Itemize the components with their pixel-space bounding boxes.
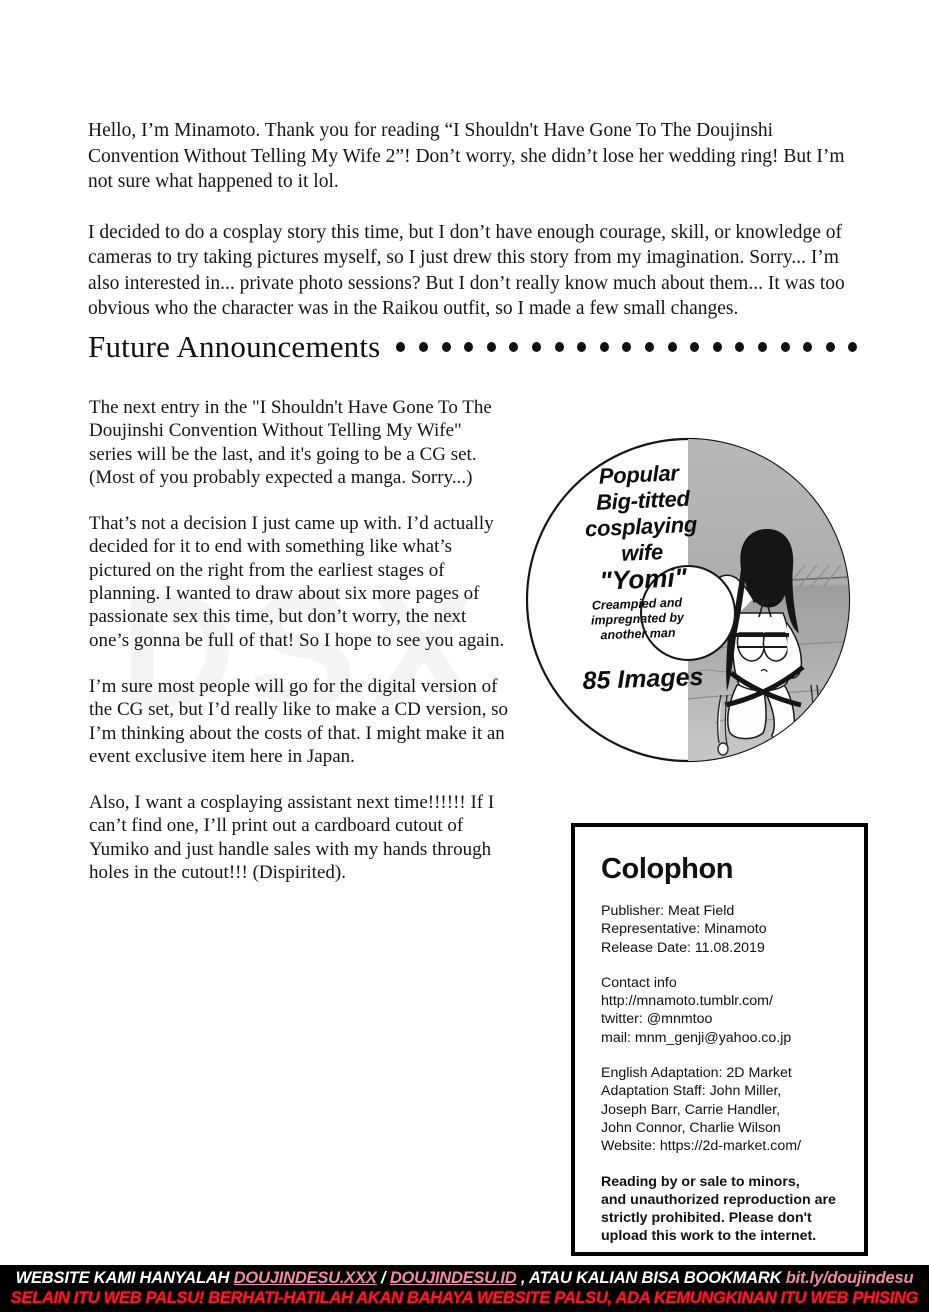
announcement-paragraph-2: That’s not a decision I just came up with. I’d actually decided for it to end with something like what’s pictured on the right from the earliest stages of planning. I wanted to draw about six more pages of passionate sex this time, but don’t worry, the next one’s gonna be full of that! So I hope to see you again. (89, 513, 505, 651)
colophon-representative: Representative: Minamoto (601, 921, 767, 938)
dot-rule-dot (781, 342, 790, 352)
banner-prefix-text: WEBSITE KAMI HANYALAH (15, 1269, 234, 1287)
colophon-notice-line-1: Reading by or sale to minors, (601, 1173, 800, 1190)
dot-rule-dot (487, 342, 496, 352)
intro-paragraph-1: Hello, I’m Minamoto. Thank you for reading “I Shouldn't Have Gone To The Doujinshi Convention Without Telling My Wife 2”! Don’t worry, she didn’t lose her wedding ring! But I’m not sure what happened to it lol. (88, 120, 845, 192)
dot-rule-dot (690, 342, 699, 352)
colophon-adaptation: English Adaptation: 2D Market (601, 1065, 792, 1082)
cd-subtitle-line-2: impregnated by (590, 610, 685, 628)
dot-rule-dot (600, 342, 609, 352)
cd-image-count: 85 Images (582, 662, 704, 696)
colophon-website-link[interactable]: Website: https://2d-market.com/ (601, 1138, 802, 1155)
colophon-heading: Colophon (601, 853, 734, 885)
dot-rule-decoration (396, 342, 857, 352)
announcement-paragraph-1: The next entry in the "I Shouldn't Have Gone To The Doujinshi Convention Without Telling My Wife" series will be the last, and it's going to be a CG set. (Most of you probably expected a manga. Sorry...) (89, 397, 492, 488)
site-warning-banner (0, 1265, 929, 1312)
colophon-staff-line-3: John Connor, Charlie Wilson (601, 1119, 781, 1136)
banner-line-1 (0, 1269, 929, 1288)
colophon-staff-line-2: Joseph Barr, Carrie Handler, (601, 1101, 781, 1118)
colophon-box (571, 823, 868, 1256)
announcement-text-column (89, 396, 509, 884)
dot-rule-dot (713, 342, 722, 352)
cd-title-line-5: "Yomi" (599, 562, 688, 596)
banner-separator: / (376, 1269, 390, 1287)
colophon-contact-label: Contact info (601, 974, 677, 991)
section-title: Future Announcements (88, 329, 381, 364)
colophon-tumblr-link[interactable]: http://mnamoto.tumblr.com/ (601, 993, 773, 1010)
colophon-notice-line-2: and unauthorized reproduction are (601, 1191, 836, 1208)
future-announcements-heading (88, 330, 888, 364)
dot-rule-dot (848, 342, 857, 352)
cd-title-line-3: cosplaying (584, 511, 698, 542)
colophon-publisher: Publisher: Meat Field (601, 903, 735, 919)
cd-title-line-4: wife (620, 539, 664, 566)
dot-rule-dot (419, 342, 428, 352)
dot-rule-dot (668, 342, 677, 352)
colophon-mail-address[interactable]: mail: mnm_genji@yahoo.co.jp (601, 1029, 792, 1046)
dot-rule-dot (577, 342, 586, 352)
dot-rule-dot (442, 342, 451, 352)
cd-disc-graphic (525, 437, 851, 763)
dot-rule-dot (555, 342, 564, 352)
colophon-staff-line-1: Adaptation Staff: John Miller, (601, 1083, 782, 1100)
colophon-publisher-block (601, 902, 840, 957)
colophon-adaptation-block (601, 1064, 840, 1155)
announcement-paragraph-4: Also, I want a cosplaying assistant next time!!!!!! If I can’t find one, I’ll print out a cardboard cutout of Yumiko and just handle sales with my hands through holes in the cutout!!! (Dispirited). (89, 792, 495, 884)
dot-rule-dot (803, 342, 812, 352)
announcement-paragraph-3: I’m sure most people will go for the digital version of the CG set, but I’d really like to make a CD version, so I’m thinking about the costs of that. I might make it an event exclusive item here in Japan. (89, 675, 508, 767)
colophon-notice-line-4: upload this work to the internet. (601, 1228, 817, 1245)
dot-rule-dot (758, 342, 767, 352)
colophon-release-date: Release Date: 11.08.2019 (601, 939, 765, 956)
intro-text-block (88, 118, 848, 322)
banner-middle-text: , ATAU KALIAN BISA BOOKMARK (516, 1269, 786, 1287)
colophon-notice-block (601, 1173, 840, 1246)
banner-link-bitly[interactable]: bit.ly/doujindesu (785, 1269, 914, 1287)
colophon-contact-block (601, 974, 840, 1047)
cd-subtitle-line-3: another man (600, 625, 676, 643)
cd-subtitle-line-1: Creampied and (591, 595, 683, 613)
banner-link-doujindesu-id[interactable]: DOUJINDESU.ID (389, 1269, 517, 1287)
banner-link-doujindesu-xxx[interactable]: DOUJINDESU.XXX (233, 1269, 377, 1287)
banner-line-2: SELAIN ITU WEB PALSU! BERHATI-HATILAH AKAN BAHAYA WEBSITE PALSU, ADA KEMUNGKINAN ITU WEB PHISING (10, 1289, 919, 1307)
cd-title-line-2: Big-titted (595, 485, 691, 515)
dot-rule-dot (826, 342, 835, 352)
dot-rule-dot (645, 342, 654, 352)
colophon-twitter-handle[interactable]: twitter: @mnmtoo (601, 1011, 713, 1028)
colophon-notice-line-3: strictly prohibited. Please don't (601, 1210, 812, 1227)
cd-cover-illustration (525, 437, 851, 763)
dot-rule-dot (396, 342, 405, 352)
dot-rule-dot (509, 342, 518, 352)
cd-title-line-1: Popular (598, 460, 680, 489)
dot-rule-dot (622, 342, 631, 352)
intro-paragraph-2: I decided to do a cosplay story this time, but I don’t have enough courage, skill, or knowledge of cameras to try taking pictures myself, so I just drew this story from my imagination. Sorry... I’m also interested in... private photo sessions? But I don’t really know much about them... It was too obvious who the character was in the Raikou outfit, so I made a few small changes. (88, 221, 845, 319)
dot-rule-dot (735, 342, 744, 352)
dot-rule-dot (532, 342, 541, 352)
dot-rule-dot (464, 342, 473, 352)
